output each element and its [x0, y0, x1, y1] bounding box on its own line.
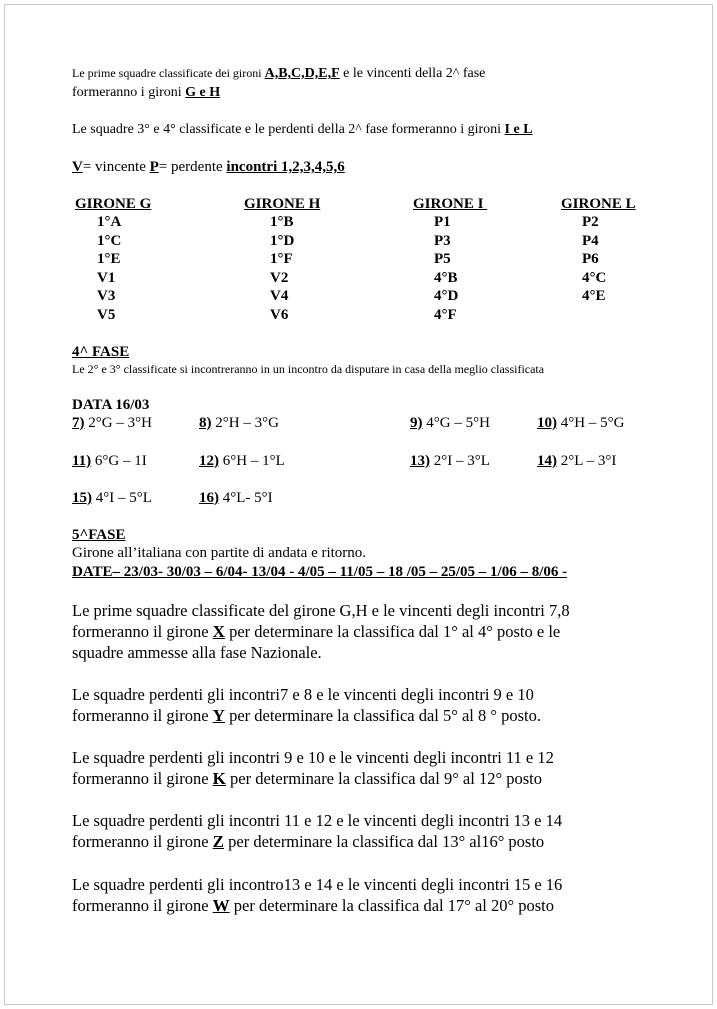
match-number: 15)	[72, 490, 92, 506]
intro-line-3-text: Le squadre 3° e 4° classificate e le perdenti della 2^ fase formeranno i gironi	[72, 122, 505, 137]
match-teams: 6°G – 1I	[91, 453, 147, 469]
paragraph-girone-k	[72, 747, 554, 789]
paragraph-girone-w	[72, 874, 562, 916]
girone-x-label: X	[212, 622, 225, 641]
legend-line	[72, 159, 345, 176]
girone-i-team: 4°D	[434, 288, 459, 304]
match-teams: 4°H – 5°G	[557, 415, 625, 431]
intro-line-3	[72, 122, 533, 138]
fase5-description: Girone all’italiana con partite di andata e ritorno.	[72, 545, 367, 561]
match-teams: 2°G – 3°H	[84, 415, 152, 431]
paragraph-line: Le squadre perdenti gli incontri7 e 8 e le vincenti degli incontri 9 e 10	[72, 685, 534, 704]
legend-p-text: = perdente	[158, 159, 227, 175]
match-number: 12)	[199, 453, 219, 469]
girone-i-column	[413, 196, 533, 325]
girone-h-title: GIRONE H	[244, 196, 321, 212]
fase4-title: 4^ FASE	[72, 344, 130, 360]
match-12	[199, 453, 285, 470]
girone-l-column	[561, 196, 681, 307]
paragraph-line: Le squadre perdenti gli incontro13 e 14 e le vincenti degli incontri 15 e 16	[72, 875, 563, 894]
girone-g-team: V5	[97, 306, 116, 323]
girone-l-title: GIRONE L	[561, 196, 636, 212]
girone-y-label: Y	[212, 706, 225, 725]
paragraph-line	[72, 895, 562, 916]
girone-g-team: 1°E	[97, 251, 121, 267]
match-9	[410, 415, 490, 432]
fase5-dates: DATE– 23/03- 30/03 – 6/04- 13/04 - 4/05 – 11/05 – 18 /05 – 25/05 – 1/06 – 8/06 -	[72, 564, 568, 580]
girone-h-team: 1°F	[270, 251, 293, 267]
girone-g-team: V1	[97, 269, 116, 286]
match-teams: 2°I – 3°L	[430, 453, 490, 469]
girone-h-team: 1°B	[270, 214, 294, 230]
legend-v: V	[72, 159, 83, 175]
girone-i-team: P5	[434, 251, 451, 267]
match-teams: 4°G – 5°H	[422, 415, 490, 431]
intro-groups-af: A,B,C,D,E,F	[264, 66, 340, 81]
match-11	[72, 453, 147, 470]
match-number: 8)	[199, 415, 212, 431]
girone-g-team: 1°A	[97, 214, 122, 230]
paragraph-girone-z	[72, 810, 562, 852]
girone-l-team: P2	[582, 214, 599, 230]
fase4-description: Le 2° e 3° classificate si incontreranno in un incontro da disputare in casa della meglio classificata	[72, 362, 545, 376]
match-14	[537, 453, 616, 470]
girone-z-label: Z	[212, 832, 225, 851]
intro-line-1-text: Le prime squadre classificate dei gironi	[72, 66, 265, 80]
match-number: 16)	[199, 490, 219, 506]
match-15	[72, 490, 152, 507]
match-number: 7)	[72, 415, 85, 431]
match-16	[199, 490, 273, 507]
girone-i-team: P3	[434, 232, 451, 249]
girone-i-title: GIRONE I	[413, 196, 488, 212]
girone-k-label: K	[212, 769, 226, 788]
paragraph-text: per determinare la classifica dal 13° al16° posto	[224, 832, 545, 851]
paragraph-text: formeranno il girone	[72, 832, 213, 851]
paragraph-girone-y	[72, 684, 541, 726]
paragraph-text: per determinare la classifica dal 9° al 12° posto	[225, 769, 542, 788]
match-teams: 6°H – 1°L	[219, 453, 285, 469]
intro-line-2	[72, 85, 220, 101]
match-number: 14)	[537, 453, 557, 469]
girone-i-team: 4°F	[434, 306, 457, 323]
intro-line-1	[72, 66, 485, 82]
legend-v-text: = vincente	[82, 159, 150, 175]
intro-line-2-text: formeranno i gironi	[72, 85, 186, 100]
match-number: 13)	[410, 453, 430, 469]
girone-l-team: P6	[582, 251, 599, 267]
match-8	[199, 415, 279, 432]
paragraph-line	[72, 831, 562, 852]
paragraph-line: Le prime squadre classificate del girone G,H e le vincenti degli incontri 7,8	[72, 601, 570, 620]
girone-l-team: 4°C	[582, 269, 607, 286]
match-teams: 2°H – 3°G	[211, 415, 279, 431]
paragraph-text: formeranno il girone	[72, 896, 213, 915]
paragraph-line: Le squadre perdenti gli incontri 11 e 12 e le vincenti degli incontri 13 e 14	[72, 811, 563, 830]
girone-w-label: W	[212, 896, 230, 915]
girone-h-team: V2	[270, 269, 289, 286]
girone-h-team: V6	[270, 306, 289, 323]
match-teams: 2°L – 3°I	[557, 453, 617, 469]
paragraph-text: formeranno il girone	[72, 769, 213, 788]
girone-l-team: P4	[582, 232, 599, 249]
paragraph-text: per determinare la classifica dal 1° al 4° posto e le	[224, 622, 561, 641]
match-7	[72, 415, 152, 432]
paragraph-girone-x	[72, 600, 570, 663]
paragraph-line: squadre ammesse alla fase Nazionale.	[72, 643, 322, 662]
match-teams: 4°L- 5°I	[219, 490, 273, 506]
match-13	[410, 453, 490, 470]
girone-h-team: V4	[270, 288, 289, 304]
match-number: 9)	[410, 415, 423, 431]
girone-i-team: P1	[434, 214, 451, 230]
paragraph-line	[72, 621, 570, 642]
girone-g-title: GIRONE G	[75, 196, 152, 212]
fase4-date: DATA 16/03	[72, 397, 150, 413]
paragraph-line	[72, 705, 541, 726]
match-number: 11)	[72, 453, 92, 469]
girone-h-team: 1°D	[270, 232, 295, 249]
girone-i-team: 4°B	[434, 269, 458, 286]
fase5-title: 5^FASE	[72, 527, 126, 543]
match-10	[537, 415, 624, 432]
paragraph-text: per determinare la classifica dal 5° al 8 ° posto.	[224, 706, 541, 725]
paragraph-text: formeranno il girone	[72, 706, 213, 725]
paragraph-text: formeranno il girone	[72, 622, 213, 641]
girone-h-column	[244, 196, 364, 325]
intro-groups-il: I e L	[504, 122, 533, 137]
match-teams: 4°I – 5°L	[92, 490, 152, 506]
legend-p: P	[149, 159, 159, 175]
girone-g-team: 1°C	[97, 232, 122, 249]
intro-line-1-tail: e le vincenti della 2^ fase	[339, 66, 486, 81]
girone-g-team: V3	[97, 288, 116, 304]
paragraph-text: per determinare la classifica dal 17° al 20° posto	[229, 896, 554, 915]
girone-l-team: 4°E	[582, 288, 606, 304]
match-number: 10)	[537, 415, 557, 431]
intro-groups-gh: G e H	[185, 85, 221, 100]
paragraph-line	[72, 768, 554, 789]
girone-g-column	[75, 196, 195, 325]
legend-incontri: incontri 1,2,3,4,5,6	[226, 159, 345, 175]
paragraph-line: Le squadre perdenti gli incontri 9 e 10 e le vincenti degli incontri 11 e 12	[72, 748, 554, 767]
